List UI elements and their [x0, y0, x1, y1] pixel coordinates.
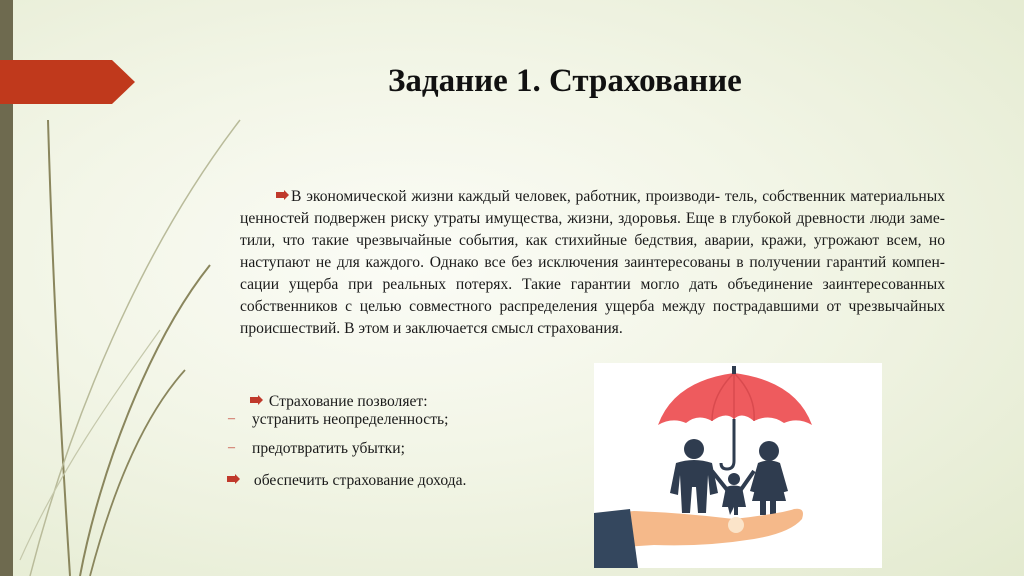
- list-intro: [250, 393, 428, 411]
- bullet-arrow-icon: [276, 190, 289, 200]
- dash-bullet-icon: –: [228, 411, 235, 426]
- paragraph-text: В экономической жизни каждый человек, работник, производи- тель, собственник материальных ценностей подвержен риску утраты имущества, жизни, здоровья. Еще в глубокой древности люди заме- тили, что такие чрезвычайные события, как стихийные бедствия, аварии, кражи, угрожают всем, но наступают не для каждого. Однако все без исключения заинтересованы в получении гарантий компен- сации ущерба при реальных потерях. Такие гарантии могло дать объединение заинтересованных собственников с целью совместного распределения ущерба между пострадавшими от чрезвычайных происшествий. В этом и заключается смысл страхования.: [240, 188, 945, 337]
- slide-title: Задание 1. Страхование: [388, 63, 742, 99]
- list-item-text: обеспечить страхование дохода.: [253, 472, 467, 489]
- list-intro-text: Страхование позволяет:: [268, 393, 428, 410]
- insurance-illustration: [594, 363, 882, 568]
- list-item-with-arrow: [227, 472, 466, 490]
- main-paragraph: [240, 186, 945, 340]
- hand-icon: [594, 509, 803, 568]
- title-ribbon: [0, 60, 135, 104]
- umbrella-icon: [658, 366, 812, 469]
- list-item: устранить неопределенность;: [252, 411, 449, 428]
- dash-bullet-icon: –: [228, 440, 235, 455]
- bullet-arrow-icon: [250, 395, 263, 405]
- bullet-arrow-icon: [227, 474, 240, 484]
- list-item: предотвратить убытки;: [252, 440, 405, 457]
- family-icon: [670, 439, 788, 515]
